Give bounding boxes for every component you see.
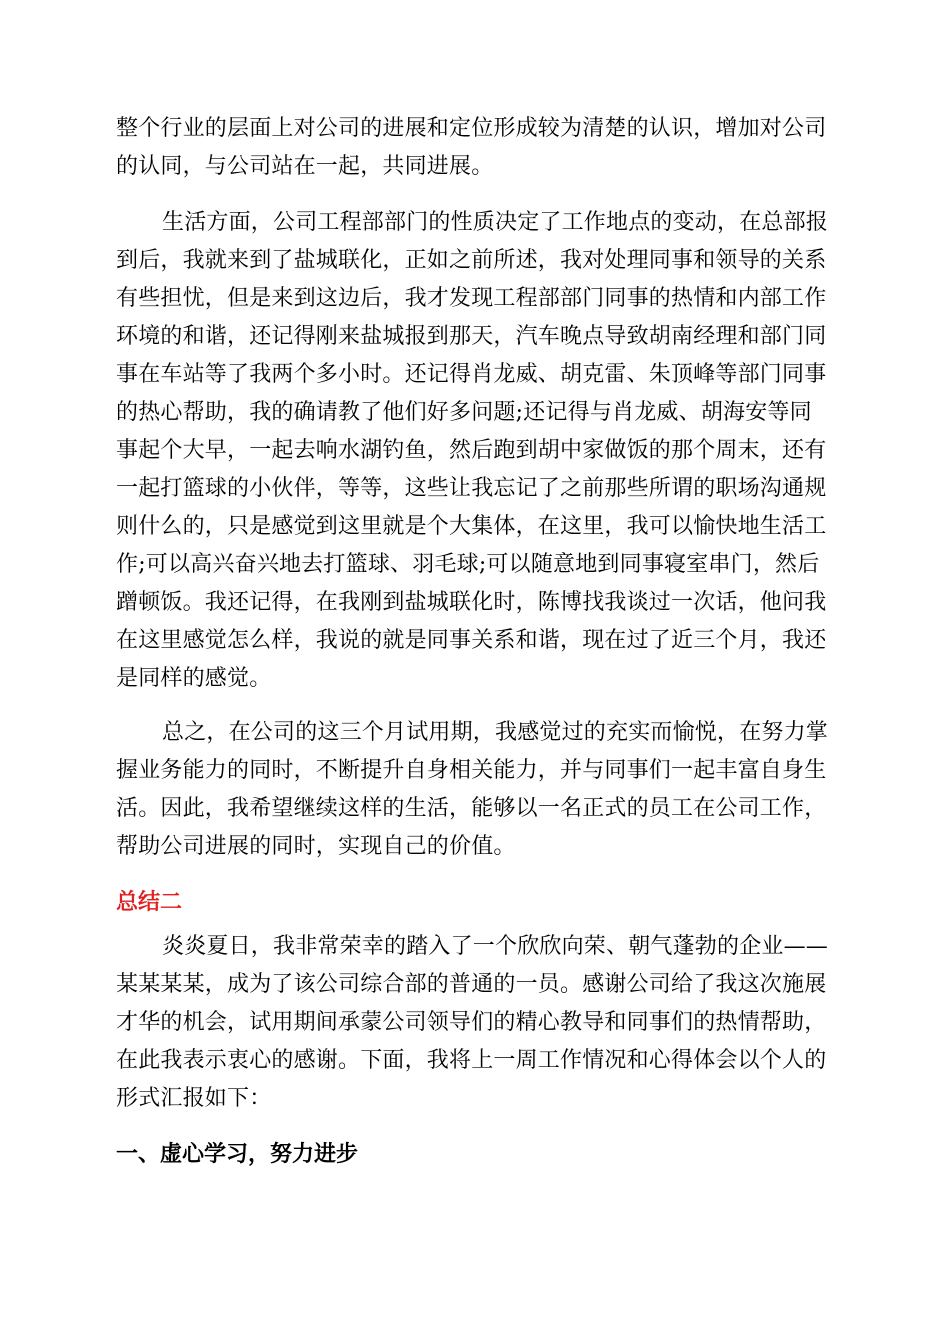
paragraph-4-line-2: 某某某某，成为了该公司综合部的普通的一员。感谢公司给了我这次施展: [116, 972, 827, 997]
subheading: 一、虚心学习，努力进步: [116, 1142, 359, 1167]
paragraph-2-line-5: 事在车站等了我两个多小时。还记得肖龙威、胡克雷、朱顶峰等部门同事: [116, 362, 827, 387]
paragraph-2-line-4: 环境的和谐，还记得刚来盐城报到那天，汽车晚点导致胡南经理和部门同: [116, 324, 827, 349]
paragraph-4-line-5: 形式汇报如下：: [116, 1086, 272, 1111]
paragraph-4-line-3: 才华的机会，试用期间承蒙公司领导们的精心教导和同事们的热情帮助，: [116, 1010, 827, 1035]
paragraph-3-line-1: 总之，在公司的这三个月试用期，我感觉过的充实而愉悦，在努力掌: [162, 720, 829, 745]
paragraph-2-line-11: 蹭顿饭。我还记得，在我刚到盐城联化时，陈博找我谈过一次话，他问我: [116, 590, 827, 615]
paragraph-2-line-7: 事起个大早，一起去响水湖钓鱼，然后跑到胡中家做饭的那个周末，还有: [116, 438, 827, 463]
paragraph-2-line-12: 在这里感觉怎么样，我说的就是同事关系和谐，现在过了近三个月，我还: [116, 628, 827, 653]
paragraph-2-line-13: 是同样的感觉。: [116, 666, 272, 691]
paragraph-2-line-2: 到后，我就来到了盐城联化，正如之前所述，我对处理同事和领导的关系: [116, 248, 827, 273]
paragraph-4-line-4: 在此我表示衷心的感谢。下面，我将上一周工作情况和心得体会以个人的: [116, 1048, 827, 1073]
paragraph-2-line-9: 则什么的，只是感觉到这里就是个大集体，在这里，我可以愉快地生活工: [116, 514, 827, 539]
paragraph-1-line-2: 的认同，与公司站在一起，共同进展。: [116, 154, 494, 179]
paragraph-2-line-8: 一起打篮球的小伙伴，等等，这些让我忘记了之前那些所谓的职场沟通规: [116, 476, 827, 501]
paragraph-1-line-1: 整个行业的层面上对公司的进展和定位形成较为清楚的认识，增加对公司: [116, 116, 827, 141]
paragraph-2-line-3: 有些担忧，但是来到这边后，我才发现工程部部门同事的热情和内部工作: [116, 286, 827, 311]
section-heading: 总结二: [116, 890, 183, 915]
paragraph-2-line-6: 的热心帮助，我的确请教了他们好多问题;还记得与肖龙威、胡海安等同: [116, 400, 812, 425]
paragraph-2-line-10: 作;可以高兴奋兴地去打篮球、羽毛球;可以随意地到同事寝室串门，然后: [116, 552, 820, 577]
paragraph-3-line-3: 活。因此，我希望继续这样的生活，能够以一名正式的员工在公司工作，: [116, 796, 827, 821]
paragraph-3-line-2: 握业务能力的同时，不断提升自身相关能力，并与同事们一起丰富自身生: [116, 758, 827, 783]
paragraph-3-line-4: 帮助公司进展的同时，实现自己的价值。: [116, 834, 516, 859]
paragraph-4-line-1: 炎炎夏日，我非常荣幸的踏入了一个欣欣向荣、朝气蓬勃的企业——: [162, 934, 829, 959]
paragraph-2-line-1: 生活方面，公司工程部部门的性质决定了工作地点的变动，在总部报: [162, 210, 829, 235]
